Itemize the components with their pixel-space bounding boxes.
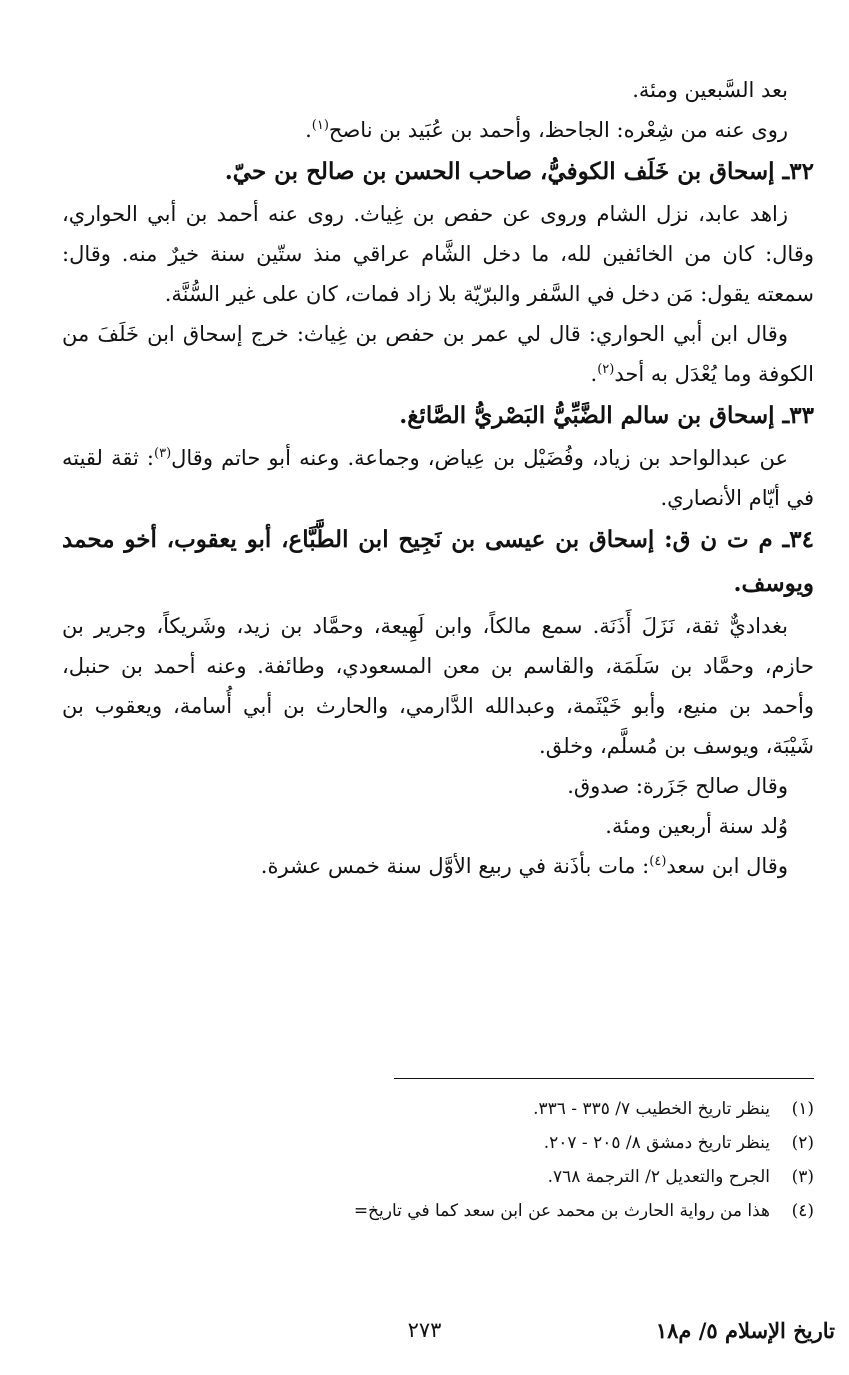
page-number: ٢٧٣ xyxy=(407,1318,442,1342)
entry-34-heading: ٣٤ـ م ت ن ق: إسحاق بن عيسى بن نَجِيح ابن الطَّبَّاع، أبو يعقوب، أخو محمد ويوسف. xyxy=(62,526,814,597)
footnote-3-text: الجرح والتعديل ٢/ الترجمة ٧٦٨. xyxy=(547,1167,770,1187)
page-body xyxy=(62,70,814,886)
footnote-separator xyxy=(394,1078,814,1079)
entry-31-narration-text: روى عنه من شِعْره: الجاحظ، وأحمد بن عُبَيد بن ناصح xyxy=(328,118,788,142)
footnote-ref-3: (٣) xyxy=(154,446,172,461)
entry-31-narration: روى عنه من شِعْره: الجاحظ، وأحمد بن عُبَيد بن ناصح$^{(١)}$. xyxy=(305,118,788,142)
entry-33-heading: ٣٣ـ إسحاق بن سالم الضَّبِّيُّ البَصْريُّ الصَّائغ. xyxy=(399,402,814,429)
entry-34-birth: وُلد سنة أربعين ومئة. xyxy=(605,814,788,838)
intro-line: بعد السَّبعين ومئة. xyxy=(632,78,788,102)
entry-34-grading: وقال صالح جَزَرة: صدوق. xyxy=(567,774,788,798)
entry-33-biography xyxy=(62,438,814,518)
footnote-2-number: (٢) xyxy=(791,1133,814,1153)
footnote-1-text: ينظر تاريخ الخطيب ٧/ ٣٣٥ - ٣٣٦. xyxy=(533,1099,770,1119)
footnote-ref-2: (٢) xyxy=(597,362,615,377)
entry-32-biography: زاهد عابد، نزل الشام وروى عن حفص بن غِياث. روى عنه أحمد بن أبي الحواري، وقال: كان من الخائفين لله، ما دخل الشَّام عراقي منذ ستّين سنة خيرٌ منه. وقال: سمعته يقول: مَن دخل في السَّفر والبرّيّة بلا زاد فمات، كان على غير السُّنَّة. xyxy=(62,202,814,306)
footnote-4-text: هذا من رواية الحارث بن محمد عن ابن سعد كما في تاريخ= xyxy=(353,1201,770,1221)
footnote-3-number: (٣) xyxy=(791,1167,814,1187)
page-footer xyxy=(0,1318,849,1358)
footnote-ref-1: (١) xyxy=(311,118,329,133)
entry-34-biography: بغداديٌّ ثقة، نَزَلَ أَذَنَة. سمع مالكاً، وابن لَهِيعة، وحمَّاد بن زيد، وشَريكاً، وجرير بن حازم، وحمَّاد بن سَلَمَة، والقاسم بن معن المسعودي، وطائفة. وعنه أحمد بن حنبل، وأحمد بن منيع، وأبو خَيْثَمة، وعبدالله الدَّارمي، والحارث بن أبي أُسامة، ويعقوب بن شَيْبَة، ويوسف بن مُسلَّم، وخلق. xyxy=(62,614,814,758)
footnote-1 xyxy=(30,1092,814,1126)
footnote-4-number: (٤) xyxy=(791,1201,814,1221)
footnote-ref-4: (٤) xyxy=(649,854,667,869)
entry-32-heading: ٣٢ـ إسحاق بن خَلَف الكوفيُّ، صاحب الحسن بن صالح بن حيّ. xyxy=(224,158,814,185)
entry-33-bio-part-a: عن عبدالواحد بن زياد، وفُضَيْل بن عِياض، وجماعة. وعنه أبو حاتم وقال xyxy=(171,446,788,470)
footnote-3 xyxy=(30,1160,814,1194)
entry-34-death-part-a: وقال ابن سعد xyxy=(666,854,788,878)
footnote-2 xyxy=(30,1126,814,1160)
entry-32-quote: وقال ابن أبي الحواري: قال لي عمر بن حفص بن غِياث: خرج إسحاق ابن خَلَفَ من الكوفة وما يُعْدَل به أحد$^{(٢)}$. xyxy=(62,322,814,386)
footnote-1-number: (١) xyxy=(791,1099,814,1119)
book-reference: تاريخ الإسلام ٥/ م١٨ xyxy=(655,1318,835,1343)
footnote-4 xyxy=(30,1194,814,1228)
entry-32-quote-text: وقال ابن أبي الحواري: قال لي عمر بن حفص بن غِياث: خرج إسحاق ابن خَلَفَ من الكوفة وما يُعْدَل به أحد xyxy=(62,322,814,386)
footnote-2-text: ينظر تاريخ دمشق ٨/ ٢٠٥ - ٢٠٧. xyxy=(543,1133,770,1153)
footnotes xyxy=(30,1092,814,1228)
entry-34-death xyxy=(62,846,814,886)
entry-34-death-part-b: : مات بأذَنة في ربيع الأوَّل سنة خمس عشرة. xyxy=(260,854,650,878)
entry-33-bio-part-b: : ثقة لقيته في أيّام الأنصاري. xyxy=(62,446,814,510)
